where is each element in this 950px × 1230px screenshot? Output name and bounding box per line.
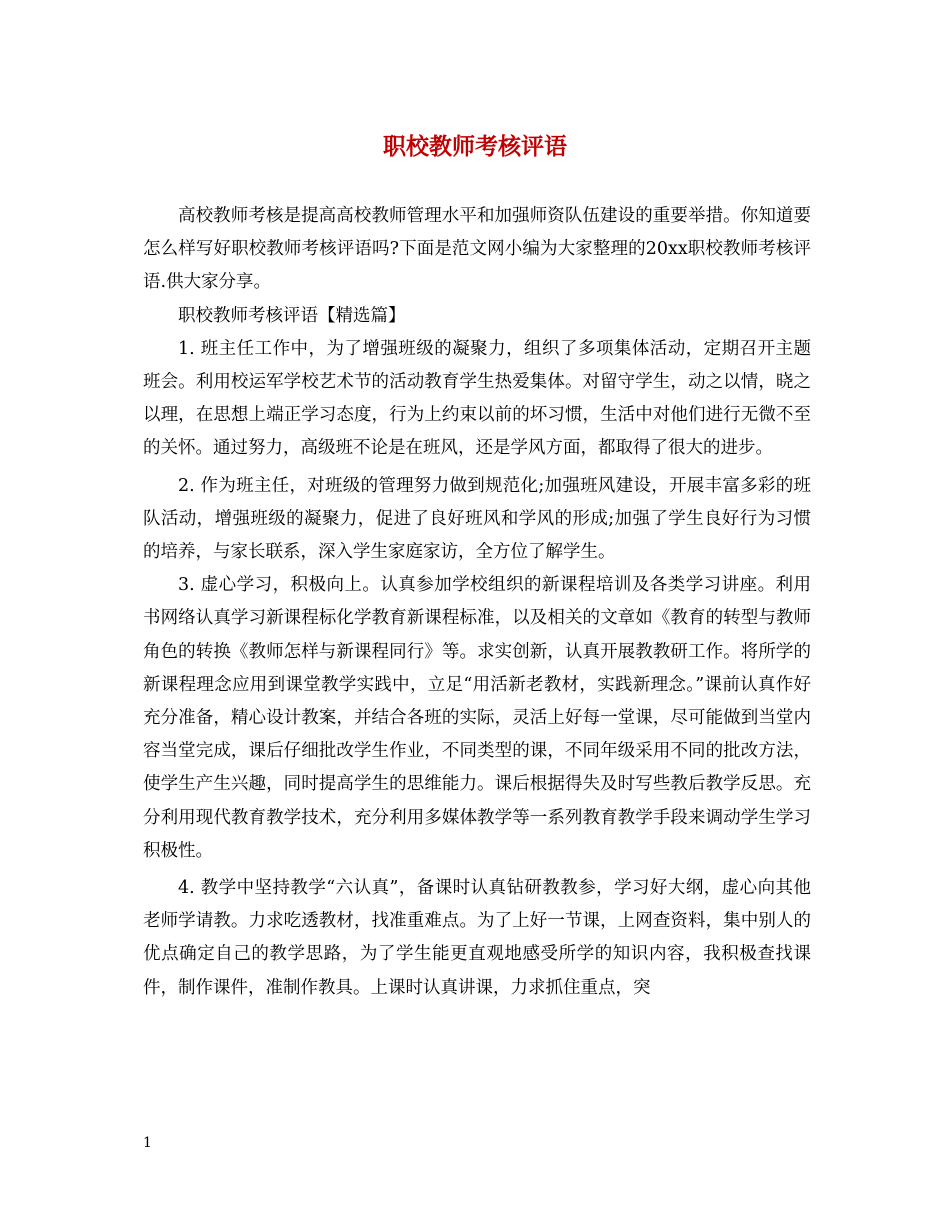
document-body: [143, 200, 811, 1005]
document-title: 职校教师考核评语: [383, 133, 567, 160]
intro-paragraph: 高校教师考核是提高高校教师管理水平和加强师资队伍建设的重要举措。你知道要怎么样写好职校教师考核评语吗?下面是范文网小编为大家整理的20xx职校教师考核评语.供大家分享。: [143, 206, 811, 293]
item-paragraph-1: 1. 班主任工作中，为了增强班级的凝聚力，组织了多项集体活动，定期召开主题班会。利用校运军学校艺术节的活动教育学生热爱集体。对留守学生，动之以情，晓之以理，在思想上端正学习态度，行为上约束以前的坏习惯，生活中对他们进行无微不至的关怀。通过努力，高级班不论是在班风，还是学风方面，都取得了很大的进步。: [143, 338, 811, 459]
item-paragraph-2: 2. 作为班主任，对班级的管理努力做到规范化;加强班风建设，开展丰富多彩的班队活动，增强班级的凝聚力，促进了良好班风和学风的形成;加强了学生良好行为习惯的培养，与家长联系，深入学生家庭家访，全方位了解学生。: [143, 475, 811, 563]
page-number: 1: [143, 1135, 152, 1151]
item-paragraph-4: 4. 教学中坚持教学“六认真”，备课时认真钻研教教参，学习好大纲，虚心向其他老师学请教。力求吃透教材，找准重难点。为了上好一节课，上网查资料，集中别人的优点确定自己的教学思路，为了学生能更直观地感受所学的知识内容，我积极查找课件，制作课件，准制作教具。上课时认真讲课，力求抓住重点，突: [143, 878, 811, 998]
section-heading: 职校教师考核评语【精选篇】: [178, 305, 406, 326]
item-paragraph-3: 3. 虚心学习，积极向上。认真参加学校组织的新课程培训及各类学习讲座。利用书网络认真学习新课程标化学教育新课程标准，以及相关的文章如《教育的转型与教师角色的转换《教师怎样与新课程同行》等。求实创新，认真开展教教研工作。将所学的新课程理念应用到课堂教学实践中，立足“用活新老教材，实践新理念。”课前认真作好充分准备，精心设计教案，并结合各班的实际，灵活上好每一堂课，尽可能做到当堂内容当堂完成，课后仔细批改学生作业，不同类型的课，不同年级采用不同的批改方法，使学生产生兴趣，同时提高学生的思维能力。课后根据得失及时写些教后教学反思。充分利用现代教育教学技术，充分利用多媒体教学等一系列教育教学手段来调动学生学习积极性。: [143, 575, 811, 861]
